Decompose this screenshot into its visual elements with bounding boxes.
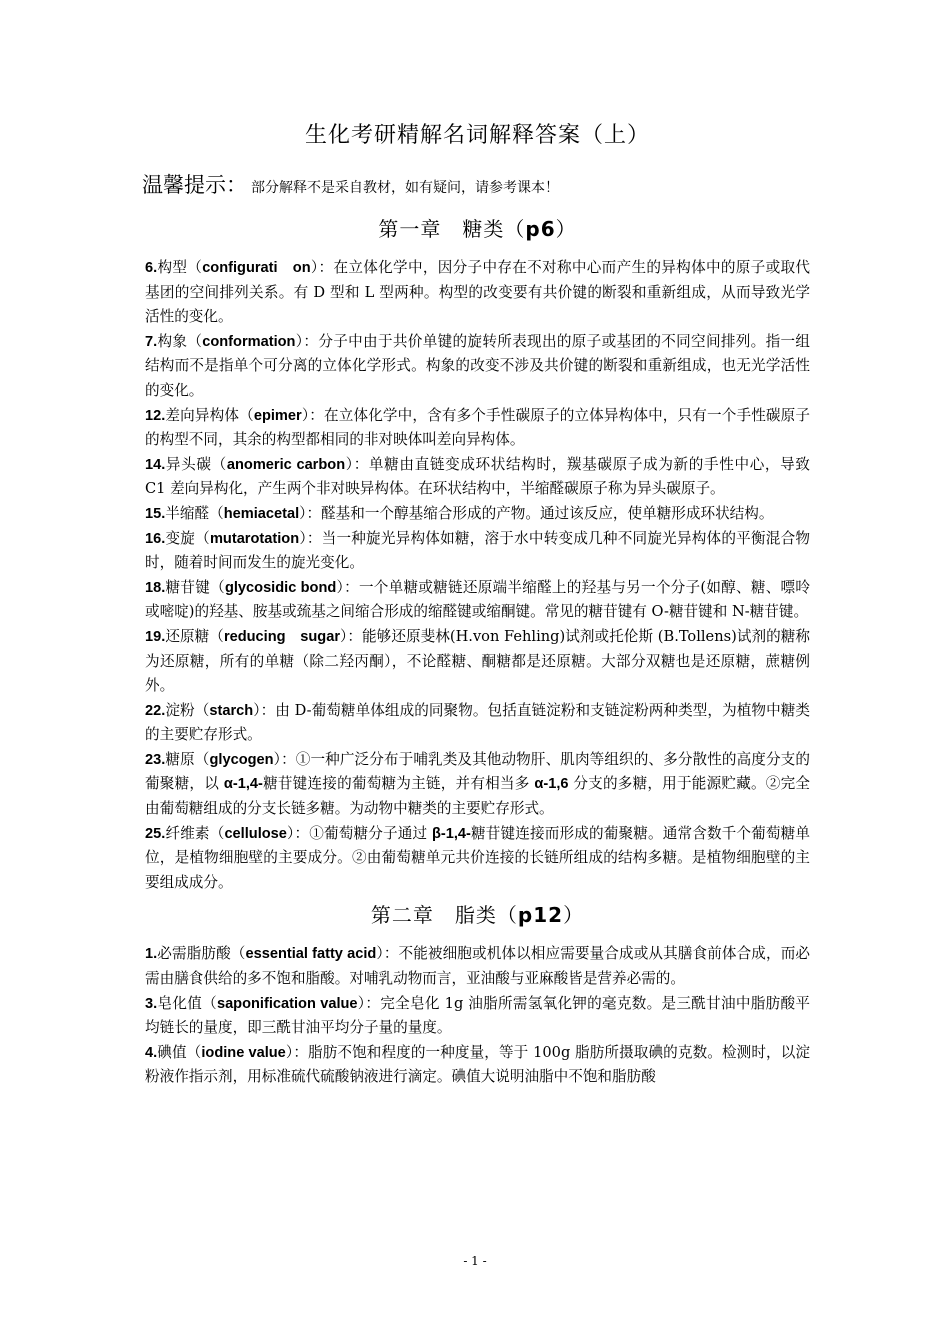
bond-label: α-1,4-	[223, 776, 263, 793]
term-chinese: 异头碳	[165, 455, 212, 473]
term-definition: ：当一种旋光异构体如糖，溶于水中转变成几种不同旋光异构体的平衡混合物时，随着时间而发生的旋光变化。	[145, 529, 810, 572]
term-english: cellulose	[224, 825, 287, 842]
term-glycosidic-bond	[145, 576, 810, 625]
paren: ）	[301, 406, 310, 424]
term-english: epimer	[253, 407, 302, 424]
paren: ）	[273, 750, 282, 768]
term-number: 1.	[145, 946, 158, 963]
term-definition: ：在立体化学中，因分子中存在不对称中心而产生的异构体中的原子或取代基团的空间排列关系。有 D 型和 L 型两种。构型的改变要有共价键的断裂和重新组成，从而导致光学活性的变化。	[145, 259, 810, 326]
paren: ）	[299, 504, 307, 522]
chapter-2-paren-close: ）	[563, 903, 585, 928]
paren: （	[187, 332, 203, 350]
paren: （	[209, 504, 224, 522]
page-number: - 1 -	[463, 1254, 487, 1268]
term-chinese: 构象	[157, 332, 188, 350]
term-english: hemiacetal	[223, 505, 300, 522]
paren: （	[186, 1043, 202, 1061]
term-saponification-value	[145, 992, 810, 1041]
term-definition: ：醛基和一个醇基缩合形成的产物。通过该反应，使单糖形成环状结构。	[306, 504, 774, 522]
term-chinese: 纤维素	[165, 824, 210, 842]
paren: ）	[253, 701, 261, 719]
term-english: essential fatty acid	[245, 946, 377, 963]
paren: （	[195, 529, 210, 547]
term-epimer	[145, 404, 810, 453]
paren: ）	[336, 578, 345, 596]
term-chinese: 糖苷键	[165, 578, 211, 596]
term-chinese: 差向异构体	[165, 406, 240, 424]
paren: ）	[376, 945, 384, 963]
term-chinese: 皂化值	[157, 994, 203, 1012]
term-definition: ：能够还原斐林(H.von Fehling)试剂或托伦斯 (B.Tollens)试剂的糖称为还原糖，所有的单糖（除二羟丙酮），不论醛糖、酮糖都是还原糖。大部分双糖也是还原糖，蔗糖例外。	[145, 627, 810, 695]
term-english: iodine value	[201, 1044, 286, 1061]
term-cellulose	[145, 822, 810, 896]
paren: （	[211, 455, 227, 473]
term-number: 25.	[145, 825, 166, 842]
term-number: 4.	[145, 1044, 158, 1061]
tip-text: 部分解释不是采自教材，如有疑问，请参考课本！	[251, 180, 559, 196]
chapter-2-heading	[145, 899, 810, 928]
term-definition: ：一个单糖或糖链还原端半缩醛上的羟基与另一个分子(如醇、糖、嘌呤或嘧啶)的羟基、胺基或巯基之间缩合形成的缩醛键或缩酮键。常见的糖苷键有 O-糖苷键和 N-糖苷键。	[145, 578, 810, 621]
term-definition: ：完全皂化 1g 油脂所需氢氧化钾的毫克数。是三酰甘油中脂肪酸平均链长的量度，即三酰甘油平均分子量的量度。	[145, 994, 810, 1037]
paren: （	[209, 627, 224, 645]
term-english: reducing sugar	[223, 628, 340, 645]
paren: ）	[285, 1043, 294, 1061]
term-chinese: 半缩醛	[165, 504, 210, 522]
term-essential-fatty-acid	[145, 942, 810, 991]
chapter-1-paren-close: ）	[555, 217, 577, 241]
chapter-1-paren-open: （	[504, 217, 526, 241]
chapter-1-heading	[145, 213, 810, 242]
term-chinese: 构型	[157, 259, 188, 276]
term-english: saponification value	[216, 995, 358, 1012]
term-chinese: 淀粉	[165, 701, 195, 719]
term-english: mutarotation	[209, 530, 300, 547]
paren: ）	[299, 529, 307, 547]
term-definition: ：分子中由于共价单键的旋转所表现出的原子或基团的不同空间排列。指一组结构而不是指单个可分离的立体化学形式。构象的改变不涉及共价键的断裂和重新组成，也无光学活性的变化。	[145, 332, 810, 399]
term-definition: ：不能被细胞或机体以相应需要量合成或从其膳食前体合成，而必需由膳食供给的多不饱和脂酸。对哺乳动物而言，亚油酸与亚麻酸皆是营养必需的。	[145, 945, 810, 988]
paren: （	[210, 578, 225, 596]
term-mutarotation	[145, 527, 810, 576]
term-definition: ：单糖由直链变成环状结构时，羰基碳原子成为新的手性中心，导致 C1 差向异构化，产生两个非对映异构体。在环状结构中，半缩醛碳原子称为异头碳原子。	[145, 455, 810, 498]
term-definition: 糖苷键连接的葡萄糖为主链，并有相当多	[262, 775, 535, 793]
term-number: 16.	[145, 530, 166, 547]
term-number: 18.	[145, 579, 166, 596]
term-chinese: 碘值	[157, 1043, 187, 1061]
term-chinese: 糖原	[165, 750, 195, 768]
paren: （	[239, 406, 254, 424]
term-definition: ：在立体化学中，含有多个手性碳原子的立体异构体中，只有一个手性碳原子的构型不同，其余的构型都相同的非对映体叫差向异构体。	[145, 406, 810, 449]
document-page	[142, 118, 811, 1090]
term-reducing-sugar	[145, 625, 810, 699]
chapter-2-name: 第二章 脂类	[370, 903, 497, 928]
term-glycogen	[145, 748, 810, 822]
term-definition: ：由 D-葡萄糖单体组成的同聚物。包括直链淀粉和支链淀粉两种类型，为植物中糖类的主要贮存形式。	[145, 701, 810, 744]
chapter-2-page-ref: p12	[517, 903, 564, 928]
term-english: configurati on	[202, 260, 311, 276]
term-definition: 糖苷键连接而形成的葡聚糖。通常含数千个葡萄糖单位，是植物细胞壁的主要成分。②由葡萄糖单元共价连接的长链所组成的结构多糖。是植物细胞壁的主要组成成分。	[145, 824, 810, 891]
term-number: 6.	[145, 260, 158, 276]
term-chinese: 变旋	[165, 529, 196, 547]
paren: （	[194, 701, 210, 719]
term-number: 14.	[145, 456, 166, 473]
paren: ）	[295, 332, 304, 350]
paren: ）	[345, 455, 354, 473]
term-number: 19.	[145, 628, 166, 645]
bond-label: α-1,6	[534, 776, 569, 793]
term-definition: 分支的多糖，用于能源贮藏。②完全由葡萄糖组成的分支长链多糖。为动物中糖类的主要贮存形式。	[145, 775, 811, 818]
term-number: 23.	[145, 751, 166, 768]
tip-label: 温馨提示：	[142, 173, 247, 197]
chapter-2-paren-open: （	[496, 903, 518, 928]
term-hemiacetal	[145, 502, 810, 527]
term-conformation	[145, 330, 810, 404]
term-chinese: 还原糖	[165, 627, 210, 645]
paren: ）	[310, 259, 319, 276]
paren: （	[194, 750, 210, 768]
term-english: starch	[209, 702, 254, 719]
document-title: 生化考研精解名词解释答案（上）	[304, 123, 650, 148]
term-english: glycogen	[209, 751, 274, 768]
tip-line	[142, 169, 810, 199]
term-definition: ：①葡萄糖分子通过	[294, 824, 432, 842]
term-number: 22.	[145, 702, 166, 719]
paren: （	[230, 945, 246, 963]
paren: （	[209, 824, 225, 842]
term-iodine-value	[145, 1041, 810, 1090]
bond-label: β-1,4-	[431, 825, 471, 842]
paren: ）	[340, 627, 348, 645]
term-anomeric-carbon	[145, 453, 810, 502]
term-definition: ：脂肪不饱和程度的一种度量，等于 100g 脂肪所摄取碘的克数。检测时，以淀粉液作指示剂，用标准硫代硫酸钠液进行滴定。碘值大说明油脂中不饱和脂肪酸	[145, 1043, 811, 1086]
chapter-1-page-ref: p6	[525, 217, 556, 241]
term-number: 15.	[145, 505, 166, 522]
term-english: conformation	[202, 333, 296, 350]
term-english: glycosidic bond	[224, 579, 337, 596]
term-number: 7.	[145, 333, 158, 350]
term-starch	[145, 699, 810, 748]
term-number: 3.	[145, 995, 158, 1012]
paren: （	[202, 994, 217, 1012]
term-definition: ：①一种广泛分布于哺乳类及其他动物肝、肌肉等组织的、多分散性的高度分支的葡聚糖，以	[145, 750, 810, 793]
paren: （	[187, 259, 203, 276]
chapter-1-name: 第一章 糖类	[378, 217, 505, 241]
paren: ）	[357, 994, 366, 1012]
paren: ）	[286, 824, 295, 842]
term-number: 12.	[145, 407, 166, 424]
term-english: anomeric carbon	[226, 456, 346, 473]
term-chinese: 必需脂肪酸	[157, 945, 231, 963]
term-configuration	[145, 256, 810, 330]
